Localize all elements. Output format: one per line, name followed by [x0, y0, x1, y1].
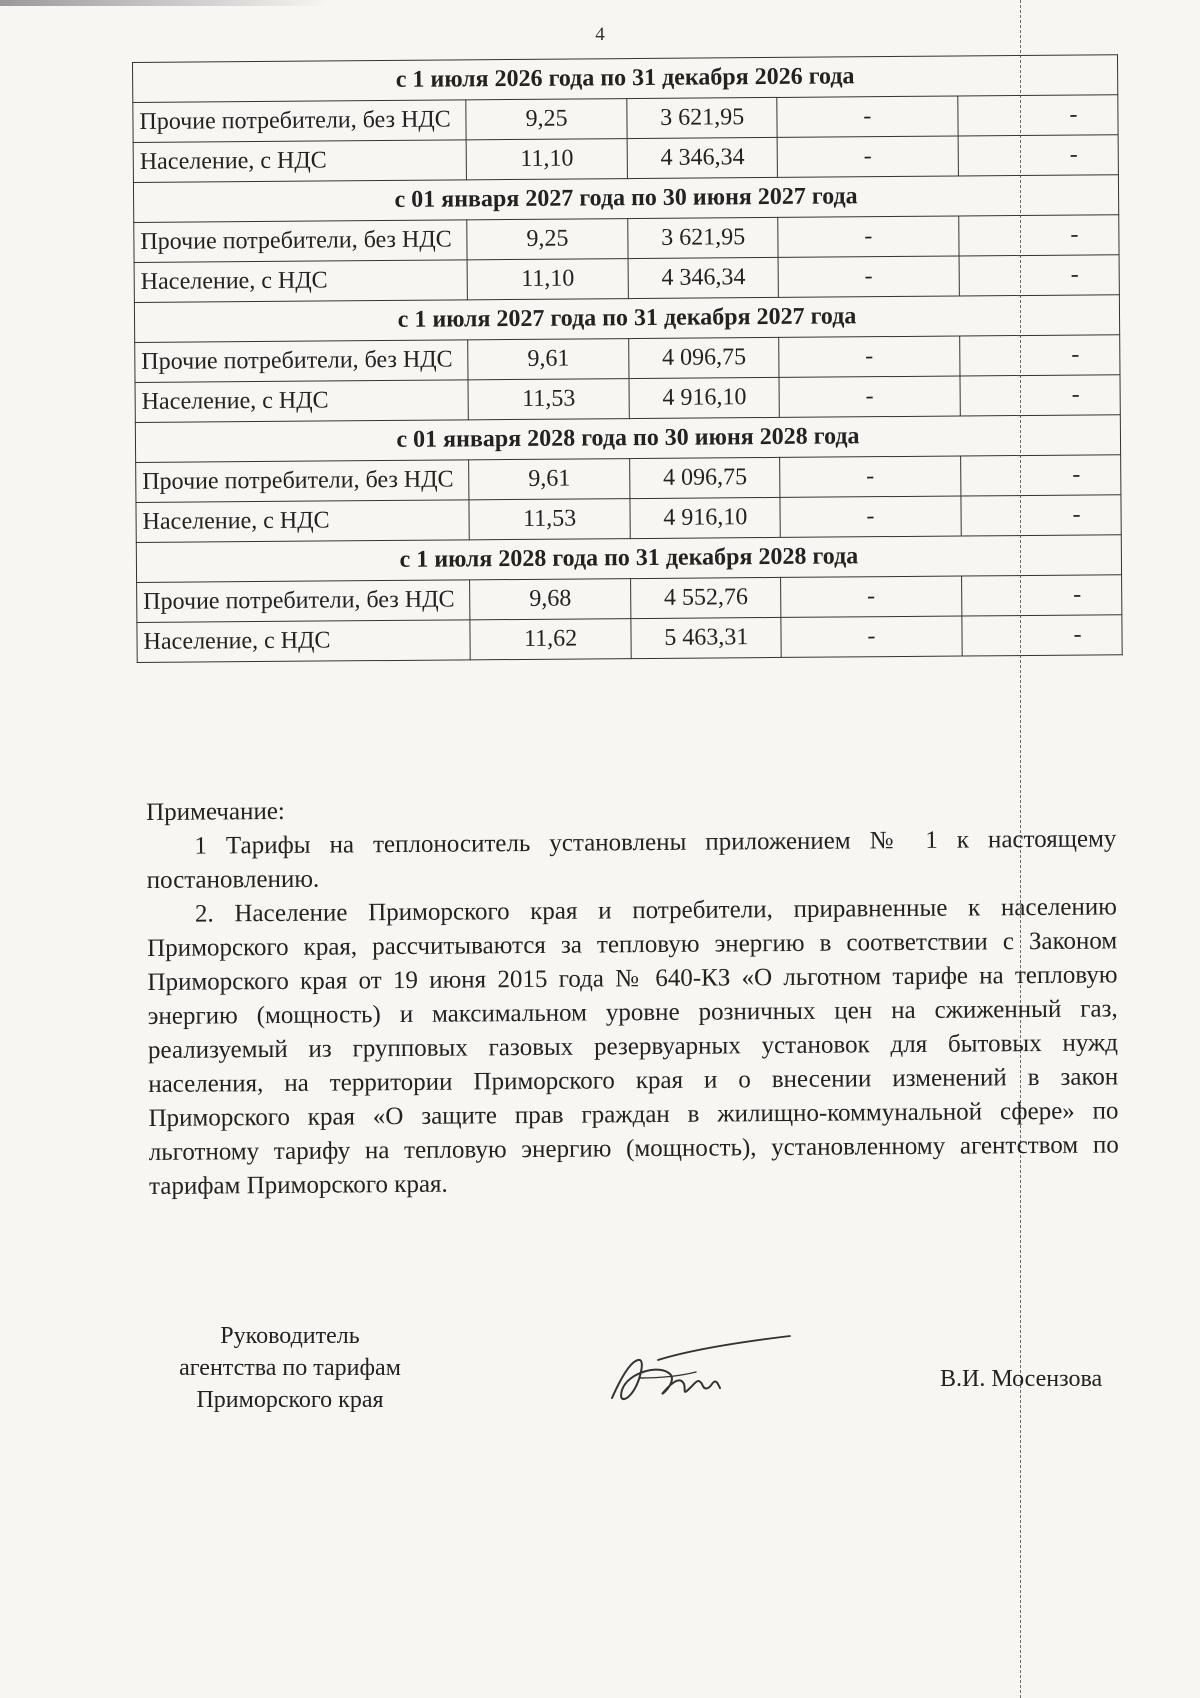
tariff-value-cell: - — [959, 335, 1120, 376]
tariff-value-cell: 9,68 — [469, 579, 631, 620]
tariff-value-cell: - — [961, 495, 1122, 536]
period-header: с 01 января 2027 года по 30 июня 2027 года — [133, 175, 1118, 223]
tariff-value-cell: - — [961, 575, 1122, 616]
consumer-category-cell: Прочие потребители, без НДС — [133, 100, 466, 143]
consumer-category-cell: Население, с НДС — [136, 500, 469, 543]
tariff-value-cell: 9,25 — [466, 99, 628, 140]
note-2: 2. Население Приморского края и потребители, приравненные к населению Приморского края, рассчитываются за тепловую энергию в соответствии с Законом Приморского края от 19 июня 2015 года № 640-КЗ «О льготном тарифе на тепловую энергию (мощность) и максимальном уровне розничных цен на сжиженный газ, реализуемый из групповых газовых резервуарных установок для бытовых нужд населения, на территории Приморского края и о внесении изменений в закон Приморского края «О защите прав граждан в жилищно-коммунальной сфере» по льготному тарифу на тепловую энергию (мощность), установленному агентством по тарифам Приморского края. — [147, 893, 1119, 1200]
tariff-value-cell: 11,10 — [467, 259, 629, 300]
scan-edge-shadow — [0, 0, 330, 6]
tariff-value-cell: 11,53 — [468, 379, 630, 420]
tariff-value-cell: 3 621,95 — [628, 217, 778, 258]
notes-section — [146, 788, 1119, 1204]
tariff-value-cell: 9,25 — [467, 219, 629, 260]
tariff-value-cell: 4 096,75 — [630, 457, 780, 498]
tariff-value-cell: 4 916,10 — [629, 377, 779, 418]
tariff-value-cell: 4 916,10 — [630, 497, 780, 538]
tariff-value-cell: - — [779, 336, 960, 377]
consumer-category-cell: Прочие потребители, без НДС — [135, 340, 468, 383]
tariff-value-cell: - — [780, 456, 961, 497]
consumer-category-cell: Прочие потребители, без НДС — [134, 220, 467, 263]
consumer-category-cell: Прочие потребители, без НДС — [137, 580, 470, 623]
tariff-value-cell: - — [778, 216, 959, 257]
tariff-value-cell: - — [781, 576, 962, 617]
tariff-value-cell: - — [781, 616, 962, 657]
consumer-category-cell: Прочие потребители, без НДС — [136, 460, 469, 503]
tariff-value-cell: - — [777, 96, 958, 137]
signer-name: В.И. Мосензова — [940, 1366, 1103, 1392]
tariff-value-cell: 11,62 — [470, 619, 632, 660]
tariff-value-cell: - — [777, 136, 958, 177]
tariff-value-cell: 11,10 — [466, 139, 628, 180]
tariff-value-cell: 5 463,31 — [631, 617, 781, 658]
signer-title — [150, 1320, 430, 1416]
tariff-value-cell: 4 096,75 — [629, 337, 779, 378]
consumer-category-cell: Население, с НДС — [134, 260, 467, 303]
tariff-value-cell: - — [957, 95, 1118, 136]
tariff-value-cell: - — [959, 255, 1120, 296]
consumer-category-cell: Население, с НДС — [135, 380, 468, 423]
notes-heading: Примечание: — [146, 797, 285, 826]
signer-title-line: Приморского края — [196, 1387, 384, 1413]
tariff-value-cell: - — [960, 375, 1121, 416]
period-header: с 1 июля 2026 года по 31 декабря 2026 года — [133, 55, 1118, 103]
period-header: с 01 января 2028 года по 30 июня 2028 года — [135, 415, 1120, 463]
signer-title-line: Руководитель — [220, 1323, 360, 1349]
tariff-value-cell: - — [958, 215, 1119, 256]
tariff-value-cell: 4 346,34 — [628, 257, 778, 298]
tariff-value-cell: 9,61 — [468, 459, 630, 500]
signer-title-line: агентства по тарифам — [179, 1355, 401, 1381]
period-header: с 1 июля 2028 года по 31 декабря 2028 года — [136, 535, 1121, 583]
table-row — [137, 615, 1122, 663]
tariff-value-cell: 4 346,34 — [627, 137, 777, 178]
tariff-value-cell: 4 552,76 — [631, 577, 781, 618]
consumer-category-cell: Население, с НДС — [133, 140, 466, 183]
tariff-value-cell: 9,61 — [468, 339, 630, 380]
period-header: с 1 июля 2027 года по 31 декабря 2027 года — [134, 295, 1119, 343]
tariff-value-cell: - — [960, 455, 1121, 496]
note-1: 1 Тарифы на теплоноситель установлены приложением № 1 к настоящему постановлению. — [146, 825, 1117, 894]
tariff-value-cell: - — [780, 496, 961, 537]
tariff-value-cell: - — [962, 615, 1123, 656]
tariff-table — [132, 54, 1123, 663]
handwritten-signature — [600, 1320, 800, 1430]
consumer-category-cell: Население, с НДС — [137, 620, 470, 663]
tariff-value-cell: 3 621,95 — [627, 97, 777, 138]
tariff-value-cell: - — [778, 256, 959, 297]
page-number: 4 — [595, 24, 605, 45]
tariff-value-cell: 11,53 — [469, 499, 631, 540]
tariff-value-cell: - — [779, 376, 960, 417]
tariff-value-cell: - — [958, 135, 1119, 176]
